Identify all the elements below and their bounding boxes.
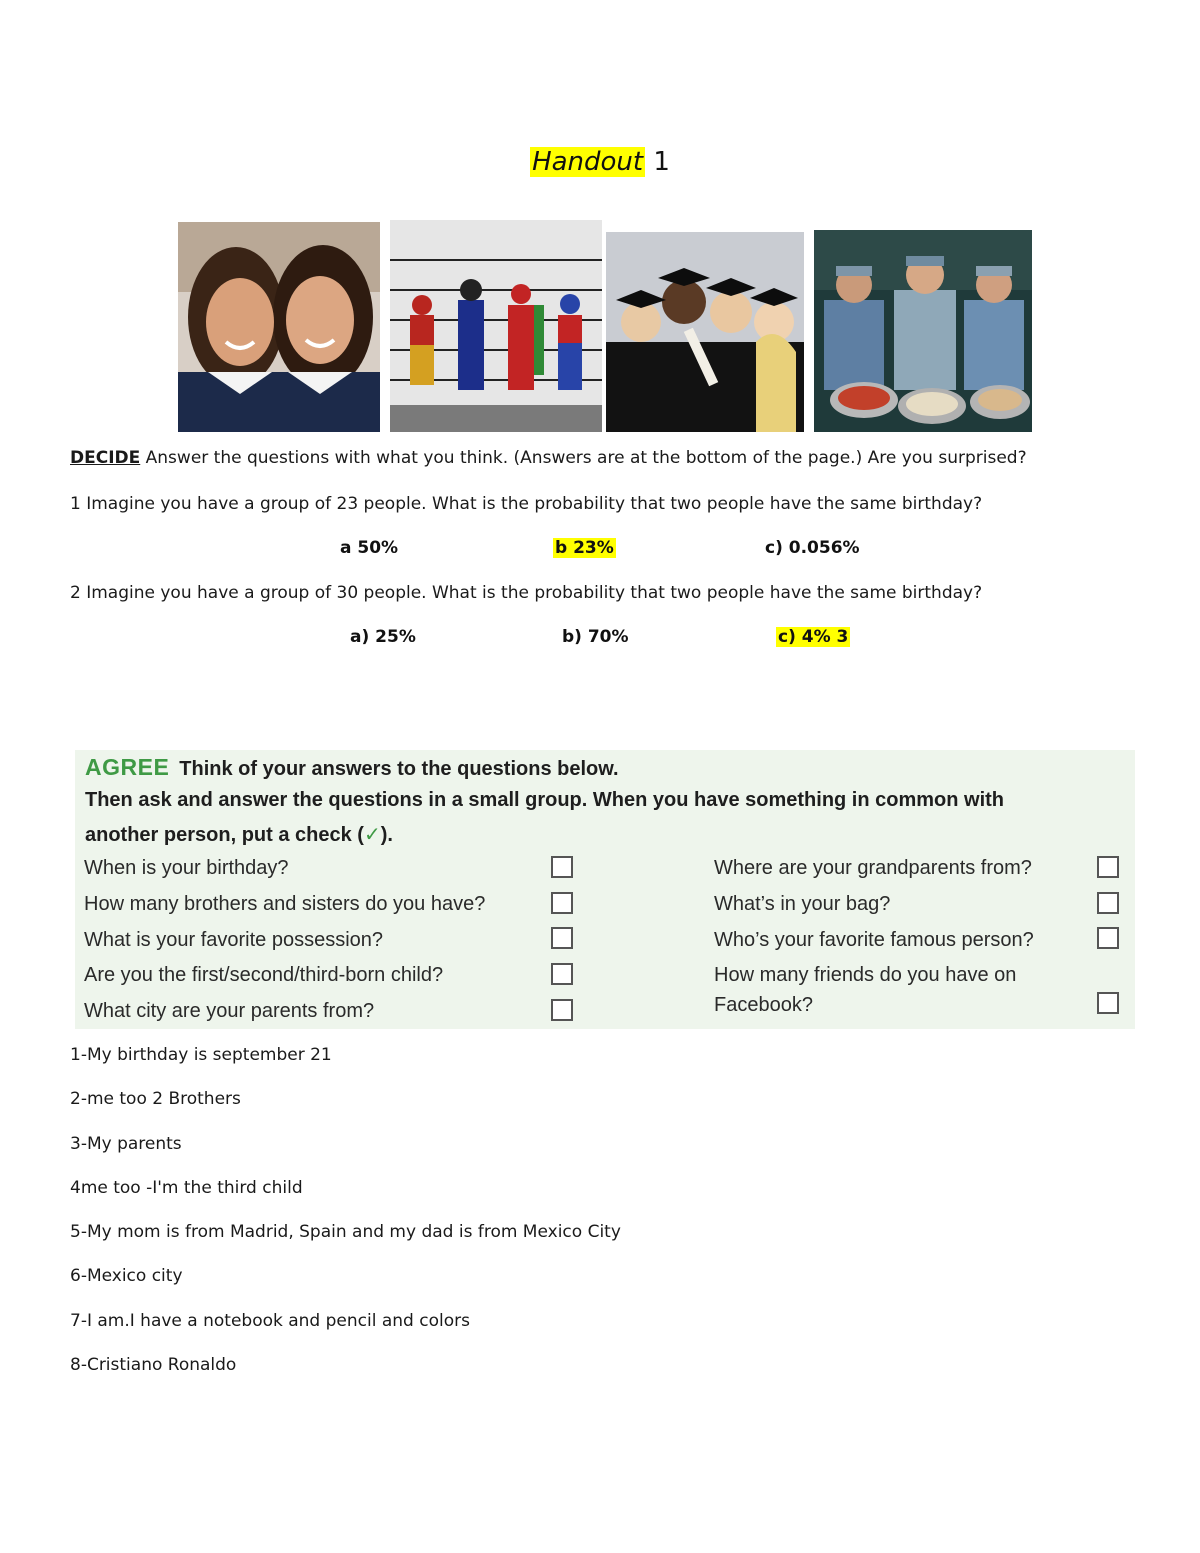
answer-8: 8-Cristiano Ronaldo <box>70 1355 237 1375</box>
cooks-photo <box>814 230 1032 432</box>
agree-line-1: AGREE Think of your answers to the questions below. <box>85 754 619 780</box>
q2-option-a: a) 25% <box>350 627 416 647</box>
answer-5: 5-My mom is from Madrid, Spain and my dad is from Mexico City <box>70 1222 621 1242</box>
agree-question-facebook-line-2: Facebook? <box>714 994 813 1016</box>
q1-option-a: a 50% <box>340 538 399 558</box>
agree-question-famous-person: Who’s your favorite famous person? <box>714 929 1034 951</box>
title-number: 1 <box>653 147 670 177</box>
answer-3: 3-My parents <box>70 1134 182 1154</box>
title-word: Handout <box>532 147 644 177</box>
checkbox-parents-city[interactable] <box>551 999 573 1021</box>
checkbox-bag[interactable] <box>1097 892 1119 914</box>
answer-2: 2-me too 2 Brothers <box>70 1089 241 1109</box>
question-2: 2 Imagine you have a group of 30 people. What is the probability that two people have the same birthday? <box>70 583 983 603</box>
checkbox-famous-person[interactable] <box>1097 927 1119 949</box>
agree-question-parents-city: What city are your parents from? <box>84 1000 375 1022</box>
decide-instruction <box>70 448 1027 468</box>
agree-question-grandparents: Where are your grandparents from? <box>714 857 1032 879</box>
agree-question-bag: What’s in your bag? <box>714 893 891 915</box>
q1-option-b: b 23% <box>555 538 614 558</box>
agree-question-birthday: When is your birthday? <box>84 857 289 879</box>
agree-question-possession: What is your favorite possession? <box>84 929 384 951</box>
answer-6: 6-Mexico city <box>70 1266 183 1286</box>
answer-4: 4me too -I'm the third child <box>70 1178 303 1198</box>
question-1: 1 Imagine you have a group of 23 people. What is the probability that two people have the same birthday? <box>70 494 983 514</box>
photo-strip <box>178 220 1032 432</box>
q1-option-c: c) 0.056% <box>765 538 860 558</box>
graduates-photo <box>606 232 804 432</box>
check-mark-icon: ✓ <box>363 824 381 846</box>
decide-label: DECIDE <box>70 448 141 468</box>
checkbox-birth-order[interactable] <box>551 963 573 985</box>
superheroes-lineup-photo <box>390 220 602 432</box>
agree-question-facebook-line-1: How many friends do you have on <box>714 964 1017 986</box>
agree-panel <box>75 750 1135 1029</box>
checkbox-possession[interactable] <box>551 927 573 949</box>
q2-option-c: c) 4% 3 <box>778 627 849 647</box>
agree-question-birth-order: Are you the first/second/third-born child? <box>84 964 444 986</box>
checkbox-grandparents[interactable] <box>1097 856 1119 878</box>
twin-girls-photo <box>178 222 380 432</box>
decide-text: Answer the questions with what you think. (Answers are at the bottom of the page.) Are you surprised? <box>145 448 1027 468</box>
checkbox-facebook[interactable] <box>1097 992 1119 1014</box>
agree-question-siblings: How many brothers and sisters do you have? <box>84 893 486 915</box>
checkbox-birthday[interactable] <box>551 856 573 878</box>
agree-line-2: Then ask and answer the questions in a small group. When you have something in common with <box>85 789 1005 811</box>
page-title <box>0 142 1200 182</box>
q2-option-b: b) 70% <box>562 627 629 647</box>
agree-line-3: another person, put a check (✓). <box>85 824 393 846</box>
answer-1: 1-My birthday is september 21 <box>70 1045 332 1065</box>
checkbox-siblings[interactable] <box>551 892 573 914</box>
agree-label: AGREE <box>85 754 170 780</box>
answer-7: 7-I am.I have a notebook and pencil and colors <box>70 1311 470 1331</box>
